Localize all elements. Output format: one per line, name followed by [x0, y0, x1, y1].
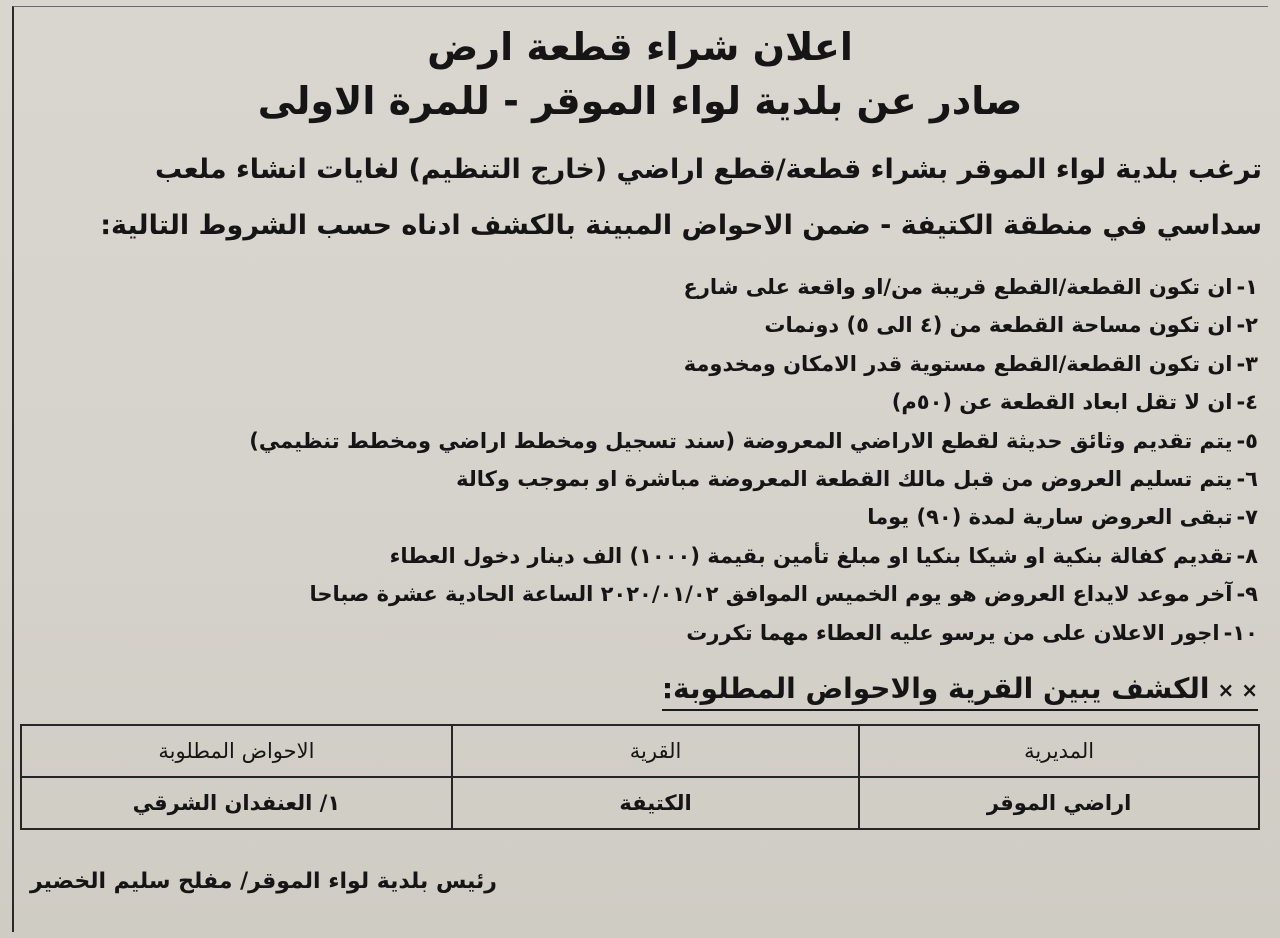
condition-text: ان تكون القطعة/القطع قريبة من/او واقعة على شارع: [683, 275, 1233, 299]
condition-text: يتم تقديم وثائق حديثة لقطع الاراضي المعروضة (سند تسجيل ومخطط اراضي ومخطط تنظيمي): [249, 428, 1233, 453]
condition-number: ٣-: [1236, 351, 1258, 376]
condition-number: ٩-: [1236, 582, 1258, 607]
header-basins: الاحواض المطلوبة: [21, 725, 452, 777]
condition-number: ١-: [1236, 275, 1258, 299]
announcement-subtitle: صادر عن بلدية لواء الموقر - للمرة الاولى: [257, 79, 1023, 123]
condition-text: تبقى العروض سارية لمدة (٩٠) يوما: [867, 505, 1233, 530]
condition-number: ٤-: [1236, 390, 1258, 415]
stars-marker: × ×: [1217, 678, 1258, 702]
condition-item: [18, 498, 1258, 536]
condition-number: ٦-: [1236, 466, 1258, 491]
section-heading-text: الكشف يبين القرية والاحواض المطلوبة:: [661, 672, 1210, 705]
condition-number: ٧-: [1236, 505, 1258, 530]
section-heading: [662, 670, 1258, 711]
condition-text: آخر موعد لايداع العروض هو يوم الخميس الموافق ٢٠٢٠/٠١/٠٢ الساعة الحادية عشرة صباحا: [309, 582, 1233, 607]
cell-village: الكتيفة: [452, 777, 859, 829]
header-directorate: المديرية: [859, 725, 1259, 777]
table-row: [21, 777, 1259, 829]
condition-number: ٢-: [1236, 313, 1258, 338]
condition-text: يتم تسليم العروض من قبل مالك القطعة المعروضة مباشرة او بموجب وكالة: [456, 466, 1233, 491]
condition-item: [18, 614, 1258, 652]
condition-item: [18, 537, 1258, 575]
condition-item: [18, 306, 1258, 344]
condition-item: [18, 575, 1258, 613]
cell-basins: ١/ العنفدان الشرقي: [21, 777, 452, 829]
conditions-list: [18, 268, 1258, 652]
lands-table: [20, 724, 1260, 830]
announcement-title: اعلان شراء قطعة ارض: [427, 25, 853, 69]
condition-text: اجور الاعلان على من يرسو عليه العطاء مهما تكررت: [686, 620, 1220, 645]
condition-number: ٨-: [1236, 543, 1258, 568]
condition-item: [18, 422, 1258, 460]
condition-text: ان لا تقل ابعاد القطعة عن (٥٠م): [891, 390, 1233, 415]
condition-item: [18, 460, 1258, 498]
condition-text: ان تكون القطعة/القطع مستوية قدر الامكان ومخدومة: [683, 351, 1233, 376]
signature: رئيس بلدية لواء الموقر/ مفلح سليم الخضير: [30, 869, 497, 894]
condition-text: ان تكون مساحة القطعة من (٤ الى ٥) دونمات: [764, 313, 1233, 338]
condition-number: ٥-: [1236, 428, 1258, 453]
table-header-row: [21, 725, 1259, 777]
intro-line-1: ترغب بلدية لواء الموقر بشراء قطعة/قطع اراضي (خارج التنظيم) لغايات انشاء ملعب: [155, 154, 1262, 185]
condition-item: [18, 268, 1258, 306]
condition-item: [18, 383, 1258, 421]
header-village: القرية: [452, 725, 859, 777]
condition-number: ١٠-: [1223, 620, 1258, 645]
condition-text: تقديم كفالة بنكية او شيكا بنكيا او مبلغ تأمين بقيمة (١٠٠٠) الف دينار دخول العطاء: [389, 543, 1233, 568]
cell-directorate: اراضي الموقر: [859, 777, 1259, 829]
intro-line-2: سداسي في منطقة الكتيفة - ضمن الاحواض المبينة بالكشف ادناه حسب الشروط التالية:: [100, 210, 1262, 241]
condition-item: [18, 345, 1258, 383]
